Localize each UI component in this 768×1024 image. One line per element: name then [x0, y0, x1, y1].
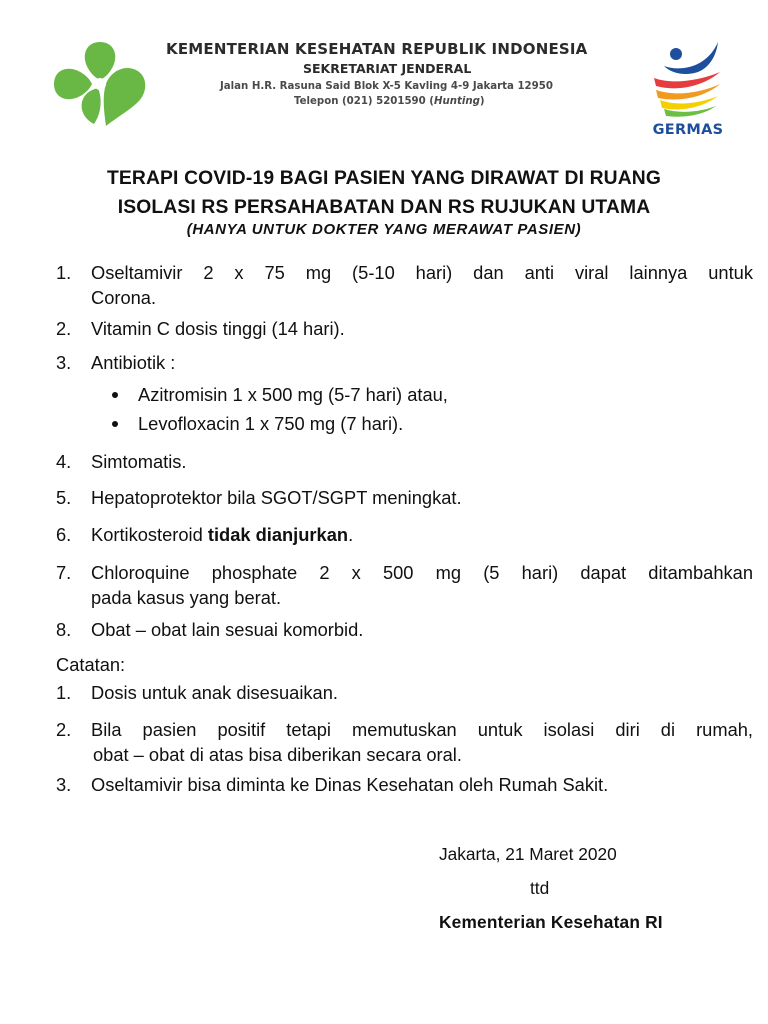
kemenkes-logo-icon — [50, 38, 150, 130]
item-text-line-1: Oseltamivir 2 x 75 mg (5-10 hari) dan anti viral lainnya untuk — [91, 262, 753, 283]
ministry-address: Jalan H.R. Rasuna Said Blok X-5 Kavling 4-9 Jakarta 12950 — [220, 81, 553, 92]
item-text — [91, 523, 353, 548]
antibiotic-text: Levofloxacin 1 x 750 mg (7 hari). — [138, 413, 404, 434]
item-text: Obat – obat lain sesuai komorbid. — [91, 619, 364, 640]
item-number: 2. — [56, 318, 72, 339]
item-text: Antibiotik : — [91, 352, 176, 373]
phone-hunting: Hunting — [433, 96, 480, 107]
item-text: Simtomatis. — [91, 451, 187, 472]
title-line-2: ISOLASI RS PERSAHABATAN DAN RS RUJUKAN UTAMA — [117, 197, 651, 218]
item-text-line-1: Bila pasien positif tetapi memutuskan untuk isolasi diri di rumah, — [91, 719, 753, 740]
item-number: 4. — [56, 451, 72, 472]
item-text-line-2: obat – obat di atas bisa diberikan secara oral. — [93, 743, 462, 765]
item-number: 1. — [56, 682, 72, 703]
phone-prefix: Telepon (021) 5201590 ( — [294, 96, 434, 107]
item-text-emphasis: tidak dianjurkan — [207, 524, 349, 545]
phone-suffix: ) — [479, 96, 485, 107]
notes-heading: Catatan: — [56, 654, 126, 675]
item-text-line-2: pada kasus yang berat. — [91, 586, 282, 608]
document-title — [0, 164, 768, 240]
item-number: 5. — [56, 487, 72, 508]
item-number: 3. — [56, 774, 72, 795]
germas-figure-icon — [646, 38, 730, 118]
antibiotic-text: Azitromisin 1 x 500 mg (5-7 hari) atau, — [138, 384, 448, 405]
item-text-prefix: Kortikosteroid — [91, 524, 208, 545]
item-text-suffix: . — [348, 524, 354, 545]
title-subtitle: (HANYA UNTUK DOKTER YANG MERAWAT PASIEN) — [186, 221, 582, 238]
signature-ttd: ttd — [530, 878, 550, 898]
item-number: 7. — [56, 562, 72, 583]
secretariat-name: SEKRETARIAT JENDERAL — [303, 61, 472, 76]
item-text: Dosis untuk anak disesuaikan. — [91, 682, 338, 703]
item-text-line-1: Chloroquine phosphate 2 x 500 mg (5 hari) dapat ditambahkan — [91, 562, 753, 583]
item-text: Vitamin C dosis tinggi (14 hari). — [91, 318, 345, 339]
item-number: 1. — [56, 262, 72, 283]
item-text: Hepatoprotektor bila SGOT/SGPT meningkat. — [91, 487, 462, 508]
ministry-name: KEMENTERIAN KESEHATAN REPUBLIK INDONESIA — [166, 40, 588, 58]
item-text-line-2: Corona. — [91, 286, 157, 308]
bullet-icon — [112, 392, 118, 398]
item-text: Oseltamivir bisa diminta ke Dinas Kesehatan oleh Rumah Sakit. — [91, 774, 609, 795]
bullet-icon — [112, 421, 118, 427]
item-number: 6. — [56, 524, 72, 545]
signing-organization: Kementerian Kesehatan RI — [439, 912, 663, 932]
germas-label: GERMAS — [652, 122, 724, 138]
item-number: 8. — [56, 619, 72, 640]
item-number: 2. — [56, 719, 72, 740]
letterhead — [0, 0, 768, 150]
ministry-phone — [294, 96, 485, 107]
item-number: 3. — [56, 352, 72, 373]
place-date: Jakarta, 21 Maret 2020 — [439, 844, 617, 864]
title-line-1: TERAPI COVID-19 BAGI PASIEN YANG DIRAWAT DI RUANG — [106, 168, 662, 189]
germas-logo — [646, 38, 730, 138]
